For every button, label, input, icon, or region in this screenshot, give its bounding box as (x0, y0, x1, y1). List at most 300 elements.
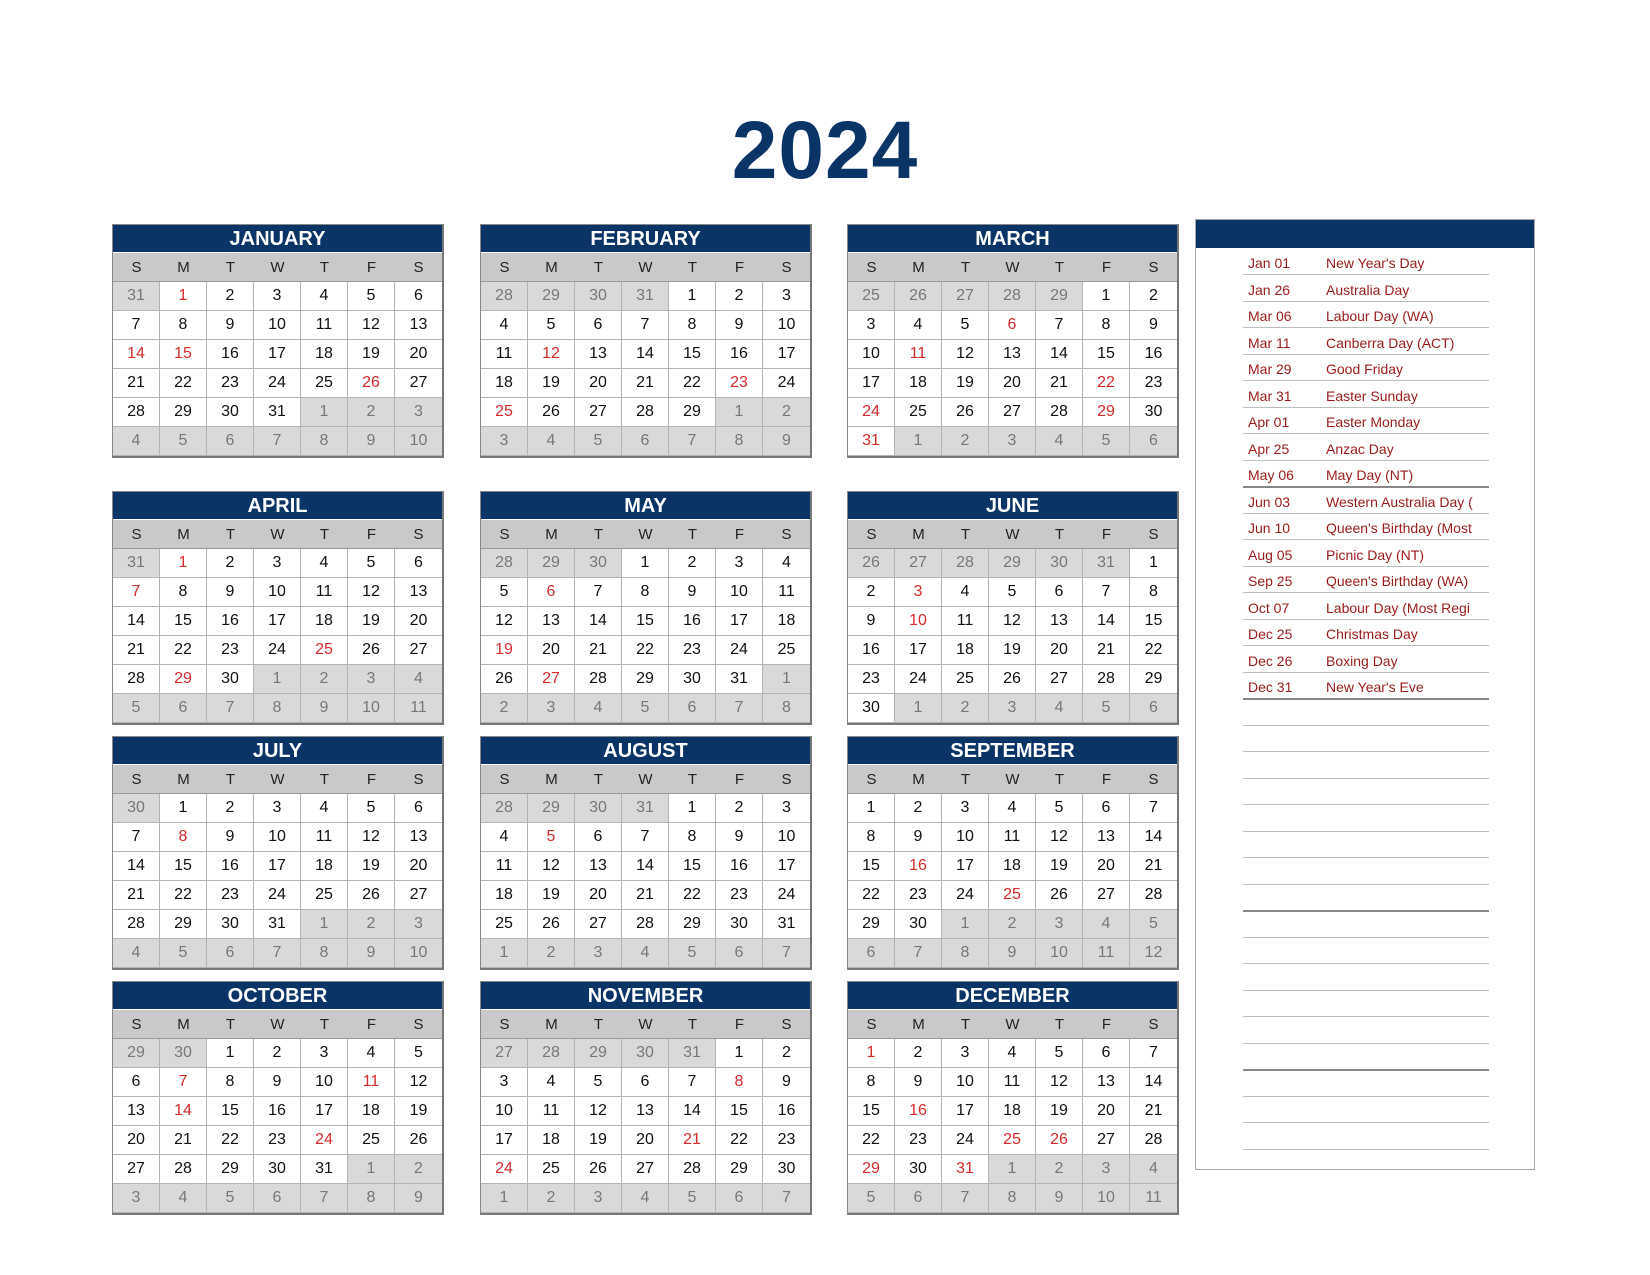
adjacent-month-day-cell: 2 (989, 910, 1036, 939)
holiday-name: Labour Day (Most Regi (1326, 599, 1470, 616)
day-cell: 16 (207, 340, 254, 369)
day-cell: 1 (716, 1039, 763, 1068)
adjacent-month-day-cell: 3 (348, 665, 395, 694)
adjacent-month-day-cell: 5 (160, 939, 207, 968)
month-grid (481, 1010, 810, 1213)
day-cell: 29 (669, 398, 716, 427)
weekday-header: T (1036, 1010, 1083, 1039)
adjacent-month-day-cell: 7 (669, 427, 716, 456)
adjacent-month-day-cell: 28 (481, 549, 528, 578)
weekday-header: F (1083, 253, 1130, 282)
adjacent-month-day-cell: 7 (254, 939, 301, 968)
weekday-header: S (113, 765, 160, 794)
adjacent-month-day-cell: 1 (481, 1184, 528, 1213)
day-cell: 17 (301, 1097, 348, 1126)
day-cell: 9 (1130, 311, 1177, 340)
day-cell: 31 (254, 910, 301, 939)
day-cell: 31 (254, 398, 301, 427)
month-title: MAY (481, 492, 810, 519)
day-cell: 19 (395, 1097, 442, 1126)
adjacent-month-day-cell: 9 (348, 427, 395, 456)
month-title: OCTOBER (113, 982, 442, 1009)
holiday-date: Jan 01 (1248, 255, 1291, 271)
adjacent-month-day-cell: 6 (1130, 694, 1177, 723)
adjacent-month-day-cell: 9 (395, 1184, 442, 1213)
day-cell: 18 (989, 1097, 1036, 1126)
day-cell: 26 (395, 1126, 442, 1155)
adjacent-month-day-cell: 31 (669, 1039, 716, 1068)
day-cell: 24 (254, 369, 301, 398)
holiday-name: New Year's Day (1326, 255, 1425, 271)
day-cell: 10 (942, 823, 989, 852)
adjacent-month-day-cell: 9 (989, 939, 1036, 968)
weekday-header: F (1083, 520, 1130, 549)
day-cell: 10 (254, 578, 301, 607)
day-cell: 18 (301, 340, 348, 369)
holiday-date: Jun 10 (1248, 520, 1291, 536)
holiday-date: Apr 01 (1248, 414, 1290, 430)
day-cell: 13 (622, 1097, 669, 1126)
day-cell: 28 (622, 910, 669, 939)
weekday-header: T (1036, 520, 1083, 549)
weekday-header: W (254, 253, 301, 282)
day-cell: 26 (1036, 1126, 1083, 1155)
month-grid (113, 253, 442, 456)
adjacent-month-day-cell: 1 (942, 910, 989, 939)
adjacent-month-day-cell: 29 (528, 549, 575, 578)
empty-note-row (1243, 990, 1489, 1017)
day-cell: 9 (763, 1068, 810, 1097)
day-cell: 1 (160, 549, 207, 578)
adjacent-month-day-cell: 6 (160, 694, 207, 723)
day-cell: 7 (1083, 578, 1130, 607)
adjacent-month-day-cell: 30 (575, 794, 622, 823)
day-cell: 2 (207, 282, 254, 311)
month-title: NOVEMBER (481, 982, 810, 1009)
day-cell: 1 (207, 1039, 254, 1068)
day-cell: 14 (575, 607, 622, 636)
day-cell: 23 (254, 1126, 301, 1155)
adjacent-month-day-cell: 2 (528, 939, 575, 968)
day-cell: 9 (207, 311, 254, 340)
month-grid (848, 253, 1177, 456)
day-cell: 13 (395, 578, 442, 607)
day-cell: 4 (763, 549, 810, 578)
day-cell: 13 (575, 852, 622, 881)
adjacent-month-day-cell: 8 (763, 694, 810, 723)
adjacent-month-day-cell: 7 (763, 1184, 810, 1213)
weekday-header: T (1036, 765, 1083, 794)
weekday-header: M (895, 765, 942, 794)
day-cell: 21 (622, 369, 669, 398)
month-title: DECEMBER (848, 982, 1177, 1009)
day-cell: 19 (1036, 852, 1083, 881)
day-cell: 27 (622, 1155, 669, 1184)
day-cell: 21 (1036, 369, 1083, 398)
adjacent-month-day-cell: 2 (395, 1155, 442, 1184)
weekday-header: W (622, 765, 669, 794)
day-cell: 20 (622, 1126, 669, 1155)
day-cell: 10 (763, 823, 810, 852)
weekday-header: M (160, 520, 207, 549)
day-cell: 9 (207, 578, 254, 607)
day-cell: 12 (1036, 1068, 1083, 1097)
day-cell: 7 (113, 578, 160, 607)
adjacent-month-day-cell: 5 (1083, 694, 1130, 723)
day-cell: 27 (395, 636, 442, 665)
day-cell: 3 (848, 311, 895, 340)
day-cell: 5 (575, 1068, 622, 1097)
day-cell: 4 (895, 311, 942, 340)
day-cell: 20 (395, 852, 442, 881)
day-cell: 8 (1083, 311, 1130, 340)
month-grid (848, 520, 1177, 723)
adjacent-month-day-cell: 30 (575, 549, 622, 578)
weekday-header: S (848, 253, 895, 282)
weekday-header: M (528, 1010, 575, 1039)
day-cell: 10 (716, 578, 763, 607)
day-cell: 1 (160, 794, 207, 823)
day-cell: 18 (895, 369, 942, 398)
day-cell: 3 (301, 1039, 348, 1068)
day-cell: 6 (575, 823, 622, 852)
holiday-name: May Day (NT) (1326, 467, 1414, 483)
day-cell: 12 (942, 340, 989, 369)
adjacent-month-day-cell: 29 (113, 1039, 160, 1068)
adjacent-month-day-cell: 2 (348, 398, 395, 427)
adjacent-month-day-cell: 29 (575, 1039, 622, 1068)
holiday-date: Mar 06 (1248, 308, 1292, 324)
empty-note-row (1243, 778, 1489, 805)
day-cell: 9 (895, 1068, 942, 1097)
weekday-header: M (895, 253, 942, 282)
day-cell: 22 (160, 881, 207, 910)
day-cell: 8 (1130, 578, 1177, 607)
adjacent-month-day-cell: 29 (1036, 282, 1083, 311)
holiday-name: Canberra Day (ACT) (1326, 334, 1455, 351)
adjacent-month-day-cell: 3 (1036, 910, 1083, 939)
day-cell: 23 (207, 881, 254, 910)
weekday-header: S (763, 253, 810, 282)
adjacent-month-day-cell: 3 (1083, 1155, 1130, 1184)
day-cell: 11 (301, 823, 348, 852)
day-cell: 4 (481, 311, 528, 340)
empty-note-row (1243, 725, 1489, 752)
weekday-header: T (1036, 253, 1083, 282)
day-cell: 2 (716, 282, 763, 311)
day-cell: 12 (1036, 823, 1083, 852)
day-cell: 6 (395, 794, 442, 823)
day-cell: 3 (716, 549, 763, 578)
day-cell: 17 (848, 369, 895, 398)
day-cell: 29 (207, 1155, 254, 1184)
weekday-header: F (1083, 1010, 1130, 1039)
holiday-row (1243, 540, 1489, 567)
weekday-header: S (481, 1010, 528, 1039)
day-cell: 18 (481, 369, 528, 398)
day-cell: 1 (669, 282, 716, 311)
adjacent-month-day-cell: 3 (113, 1184, 160, 1213)
day-cell: 17 (895, 636, 942, 665)
day-cell: 20 (113, 1126, 160, 1155)
adjacent-month-day-cell: 30 (575, 282, 622, 311)
month-june (847, 491, 1179, 725)
adjacent-month-day-cell: 5 (669, 939, 716, 968)
adjacent-month-day-cell: 11 (1083, 939, 1130, 968)
weekday-header: W (989, 765, 1036, 794)
day-cell: 14 (1130, 1068, 1177, 1097)
day-cell: 22 (160, 636, 207, 665)
weekday-header: W (622, 253, 669, 282)
day-cell: 4 (528, 1068, 575, 1097)
day-cell: 23 (716, 881, 763, 910)
day-cell: 27 (113, 1155, 160, 1184)
weekday-header: F (348, 520, 395, 549)
adjacent-month-day-cell: 3 (575, 1184, 622, 1213)
weekday-header: T (301, 253, 348, 282)
weekday-header: S (763, 520, 810, 549)
day-cell: 15 (848, 1097, 895, 1126)
holiday-date: Mar 31 (1248, 387, 1292, 404)
day-cell: 28 (1036, 398, 1083, 427)
adjacent-month-day-cell: 6 (716, 939, 763, 968)
day-cell: 30 (254, 1155, 301, 1184)
day-cell: 14 (113, 340, 160, 369)
day-cell: 3 (895, 578, 942, 607)
day-cell: 11 (989, 823, 1036, 852)
holiday-date: Oct 07 (1248, 599, 1290, 616)
day-cell: 28 (669, 1155, 716, 1184)
day-cell: 12 (528, 340, 575, 369)
day-cell: 14 (1036, 340, 1083, 369)
day-cell: 8 (160, 311, 207, 340)
day-cell: 13 (528, 607, 575, 636)
day-cell: 26 (348, 881, 395, 910)
day-cell: 25 (301, 369, 348, 398)
day-cell: 18 (942, 636, 989, 665)
day-cell: 22 (669, 881, 716, 910)
holiday-row (1243, 275, 1489, 302)
day-cell: 16 (207, 607, 254, 636)
holiday-date: Sep 25 (1248, 573, 1293, 589)
holiday-row (1243, 593, 1489, 620)
adjacent-month-day-cell: 26 (848, 549, 895, 578)
adjacent-month-day-cell: 30 (113, 794, 160, 823)
month-february (480, 224, 812, 458)
weekday-header: M (528, 765, 575, 794)
day-cell: 6 (113, 1068, 160, 1097)
weekday-header: T (669, 765, 716, 794)
adjacent-month-day-cell: 5 (113, 694, 160, 723)
day-cell: 29 (622, 665, 669, 694)
day-cell: 8 (716, 1068, 763, 1097)
adjacent-month-day-cell: 27 (942, 282, 989, 311)
day-cell: 21 (113, 636, 160, 665)
day-cell: 29 (160, 398, 207, 427)
month-october (112, 981, 444, 1215)
day-cell: 2 (669, 549, 716, 578)
adjacent-month-day-cell: 28 (481, 794, 528, 823)
adjacent-month-day-cell: 3 (989, 427, 1036, 456)
day-cell: 28 (113, 910, 160, 939)
month-grid (113, 765, 442, 968)
day-cell: 18 (528, 1126, 575, 1155)
month-july (112, 736, 444, 970)
month-grid (848, 1010, 1177, 1213)
adjacent-month-day-cell: 4 (1036, 694, 1083, 723)
day-cell: 26 (481, 665, 528, 694)
day-cell: 29 (1083, 398, 1130, 427)
day-cell: 27 (575, 910, 622, 939)
weekday-header: F (716, 253, 763, 282)
weekday-header: T (669, 253, 716, 282)
weekday-header: W (622, 520, 669, 549)
holiday-date: Dec 26 (1248, 652, 1293, 669)
adjacent-month-day-cell: 1 (763, 665, 810, 694)
day-cell: 13 (1036, 607, 1083, 636)
day-cell: 2 (207, 794, 254, 823)
day-cell: 12 (989, 607, 1036, 636)
day-cell: 26 (1036, 881, 1083, 910)
day-cell: 3 (763, 794, 810, 823)
holiday-date: Jan 26 (1248, 281, 1291, 298)
weekday-header: S (395, 253, 442, 282)
adjacent-month-day-cell: 31 (113, 282, 160, 311)
day-cell: 28 (575, 665, 622, 694)
day-cell: 31 (942, 1155, 989, 1184)
weekday-header: T (207, 253, 254, 282)
empty-note-row (1243, 964, 1489, 991)
weekday-header: F (1083, 765, 1130, 794)
day-cell: 14 (113, 607, 160, 636)
weekday-header: T (942, 765, 989, 794)
day-cell: 3 (254, 549, 301, 578)
day-cell: 1 (160, 282, 207, 311)
holiday-name: Boxing Day (1326, 652, 1398, 669)
day-cell: 10 (254, 311, 301, 340)
day-cell: 20 (575, 369, 622, 398)
day-cell: 21 (1130, 1097, 1177, 1126)
day-cell: 9 (207, 823, 254, 852)
day-cell: 9 (848, 607, 895, 636)
weekday-header: T (942, 520, 989, 549)
day-cell: 24 (895, 665, 942, 694)
day-cell: 23 (716, 369, 763, 398)
day-cell: 14 (113, 852, 160, 881)
day-cell: 15 (160, 852, 207, 881)
weekday-header: S (1130, 253, 1177, 282)
day-cell: 15 (1130, 607, 1177, 636)
adjacent-month-day-cell: 7 (716, 694, 763, 723)
day-cell: 4 (989, 794, 1036, 823)
weekday-header: T (301, 1010, 348, 1039)
weekday-header: F (348, 1010, 395, 1039)
month-grid (848, 765, 1177, 968)
adjacent-month-day-cell: 29 (528, 282, 575, 311)
adjacent-month-day-cell: 4 (113, 939, 160, 968)
day-cell: 24 (481, 1155, 528, 1184)
day-cell: 12 (348, 311, 395, 340)
weekday-header: M (160, 1010, 207, 1039)
day-cell: 14 (622, 340, 669, 369)
day-cell: 24 (763, 369, 810, 398)
weekday-header: M (160, 765, 207, 794)
holiday-row (1243, 672, 1489, 700)
day-cell: 7 (575, 578, 622, 607)
adjacent-month-day-cell: 6 (1130, 427, 1177, 456)
weekday-header: S (1130, 520, 1177, 549)
day-cell: 10 (895, 607, 942, 636)
month-may (480, 491, 812, 725)
adjacent-month-day-cell: 5 (622, 694, 669, 723)
month-title: JULY (113, 737, 442, 764)
day-cell: 16 (763, 1097, 810, 1126)
adjacent-month-day-cell: 27 (895, 549, 942, 578)
day-cell: 24 (716, 636, 763, 665)
day-cell: 10 (848, 340, 895, 369)
day-cell: 23 (763, 1126, 810, 1155)
day-cell: 2 (716, 794, 763, 823)
month-title: SEPTEMBER (848, 737, 1177, 764)
day-cell: 5 (395, 1039, 442, 1068)
day-cell: 6 (395, 282, 442, 311)
weekday-header: S (113, 520, 160, 549)
day-cell: 28 (113, 398, 160, 427)
holiday-name: Queen's Birthday (WA) (1326, 573, 1469, 589)
month-january (112, 224, 444, 458)
adjacent-month-day-cell: 6 (622, 427, 669, 456)
holiday-name: Christmas Day (1326, 626, 1418, 642)
day-cell: 22 (716, 1126, 763, 1155)
day-cell: 17 (254, 607, 301, 636)
day-cell: 24 (942, 881, 989, 910)
day-cell: 24 (942, 1126, 989, 1155)
day-cell: 10 (301, 1068, 348, 1097)
day-cell: 11 (528, 1097, 575, 1126)
day-cell: 3 (254, 794, 301, 823)
day-cell: 20 (989, 369, 1036, 398)
adjacent-month-day-cell: 4 (160, 1184, 207, 1213)
adjacent-month-day-cell: 8 (348, 1184, 395, 1213)
day-cell: 8 (160, 823, 207, 852)
month-grid (113, 520, 442, 723)
adjacent-month-day-cell: 6 (895, 1184, 942, 1213)
day-cell: 6 (1083, 794, 1130, 823)
adjacent-month-day-cell: 2 (942, 694, 989, 723)
weekday-header: T (942, 1010, 989, 1039)
day-cell: 19 (528, 369, 575, 398)
day-cell: 8 (622, 578, 669, 607)
day-cell: 25 (528, 1155, 575, 1184)
empty-note-row (1243, 884, 1489, 912)
day-cell: 16 (716, 852, 763, 881)
day-cell: 3 (254, 282, 301, 311)
adjacent-month-day-cell: 8 (989, 1184, 1036, 1213)
day-cell: 9 (716, 311, 763, 340)
adjacent-month-day-cell: 2 (1036, 1155, 1083, 1184)
day-cell: 26 (528, 910, 575, 939)
day-cell: 29 (716, 1155, 763, 1184)
adjacent-month-day-cell: 5 (575, 427, 622, 456)
day-cell: 19 (1036, 1097, 1083, 1126)
weekday-header: T (669, 1010, 716, 1039)
adjacent-month-day-cell: 4 (622, 1184, 669, 1213)
day-cell: 18 (301, 607, 348, 636)
day-cell: 30 (895, 910, 942, 939)
day-cell: 21 (113, 881, 160, 910)
holiday-name: Easter Monday (1326, 414, 1421, 430)
day-cell: 30 (848, 694, 895, 723)
